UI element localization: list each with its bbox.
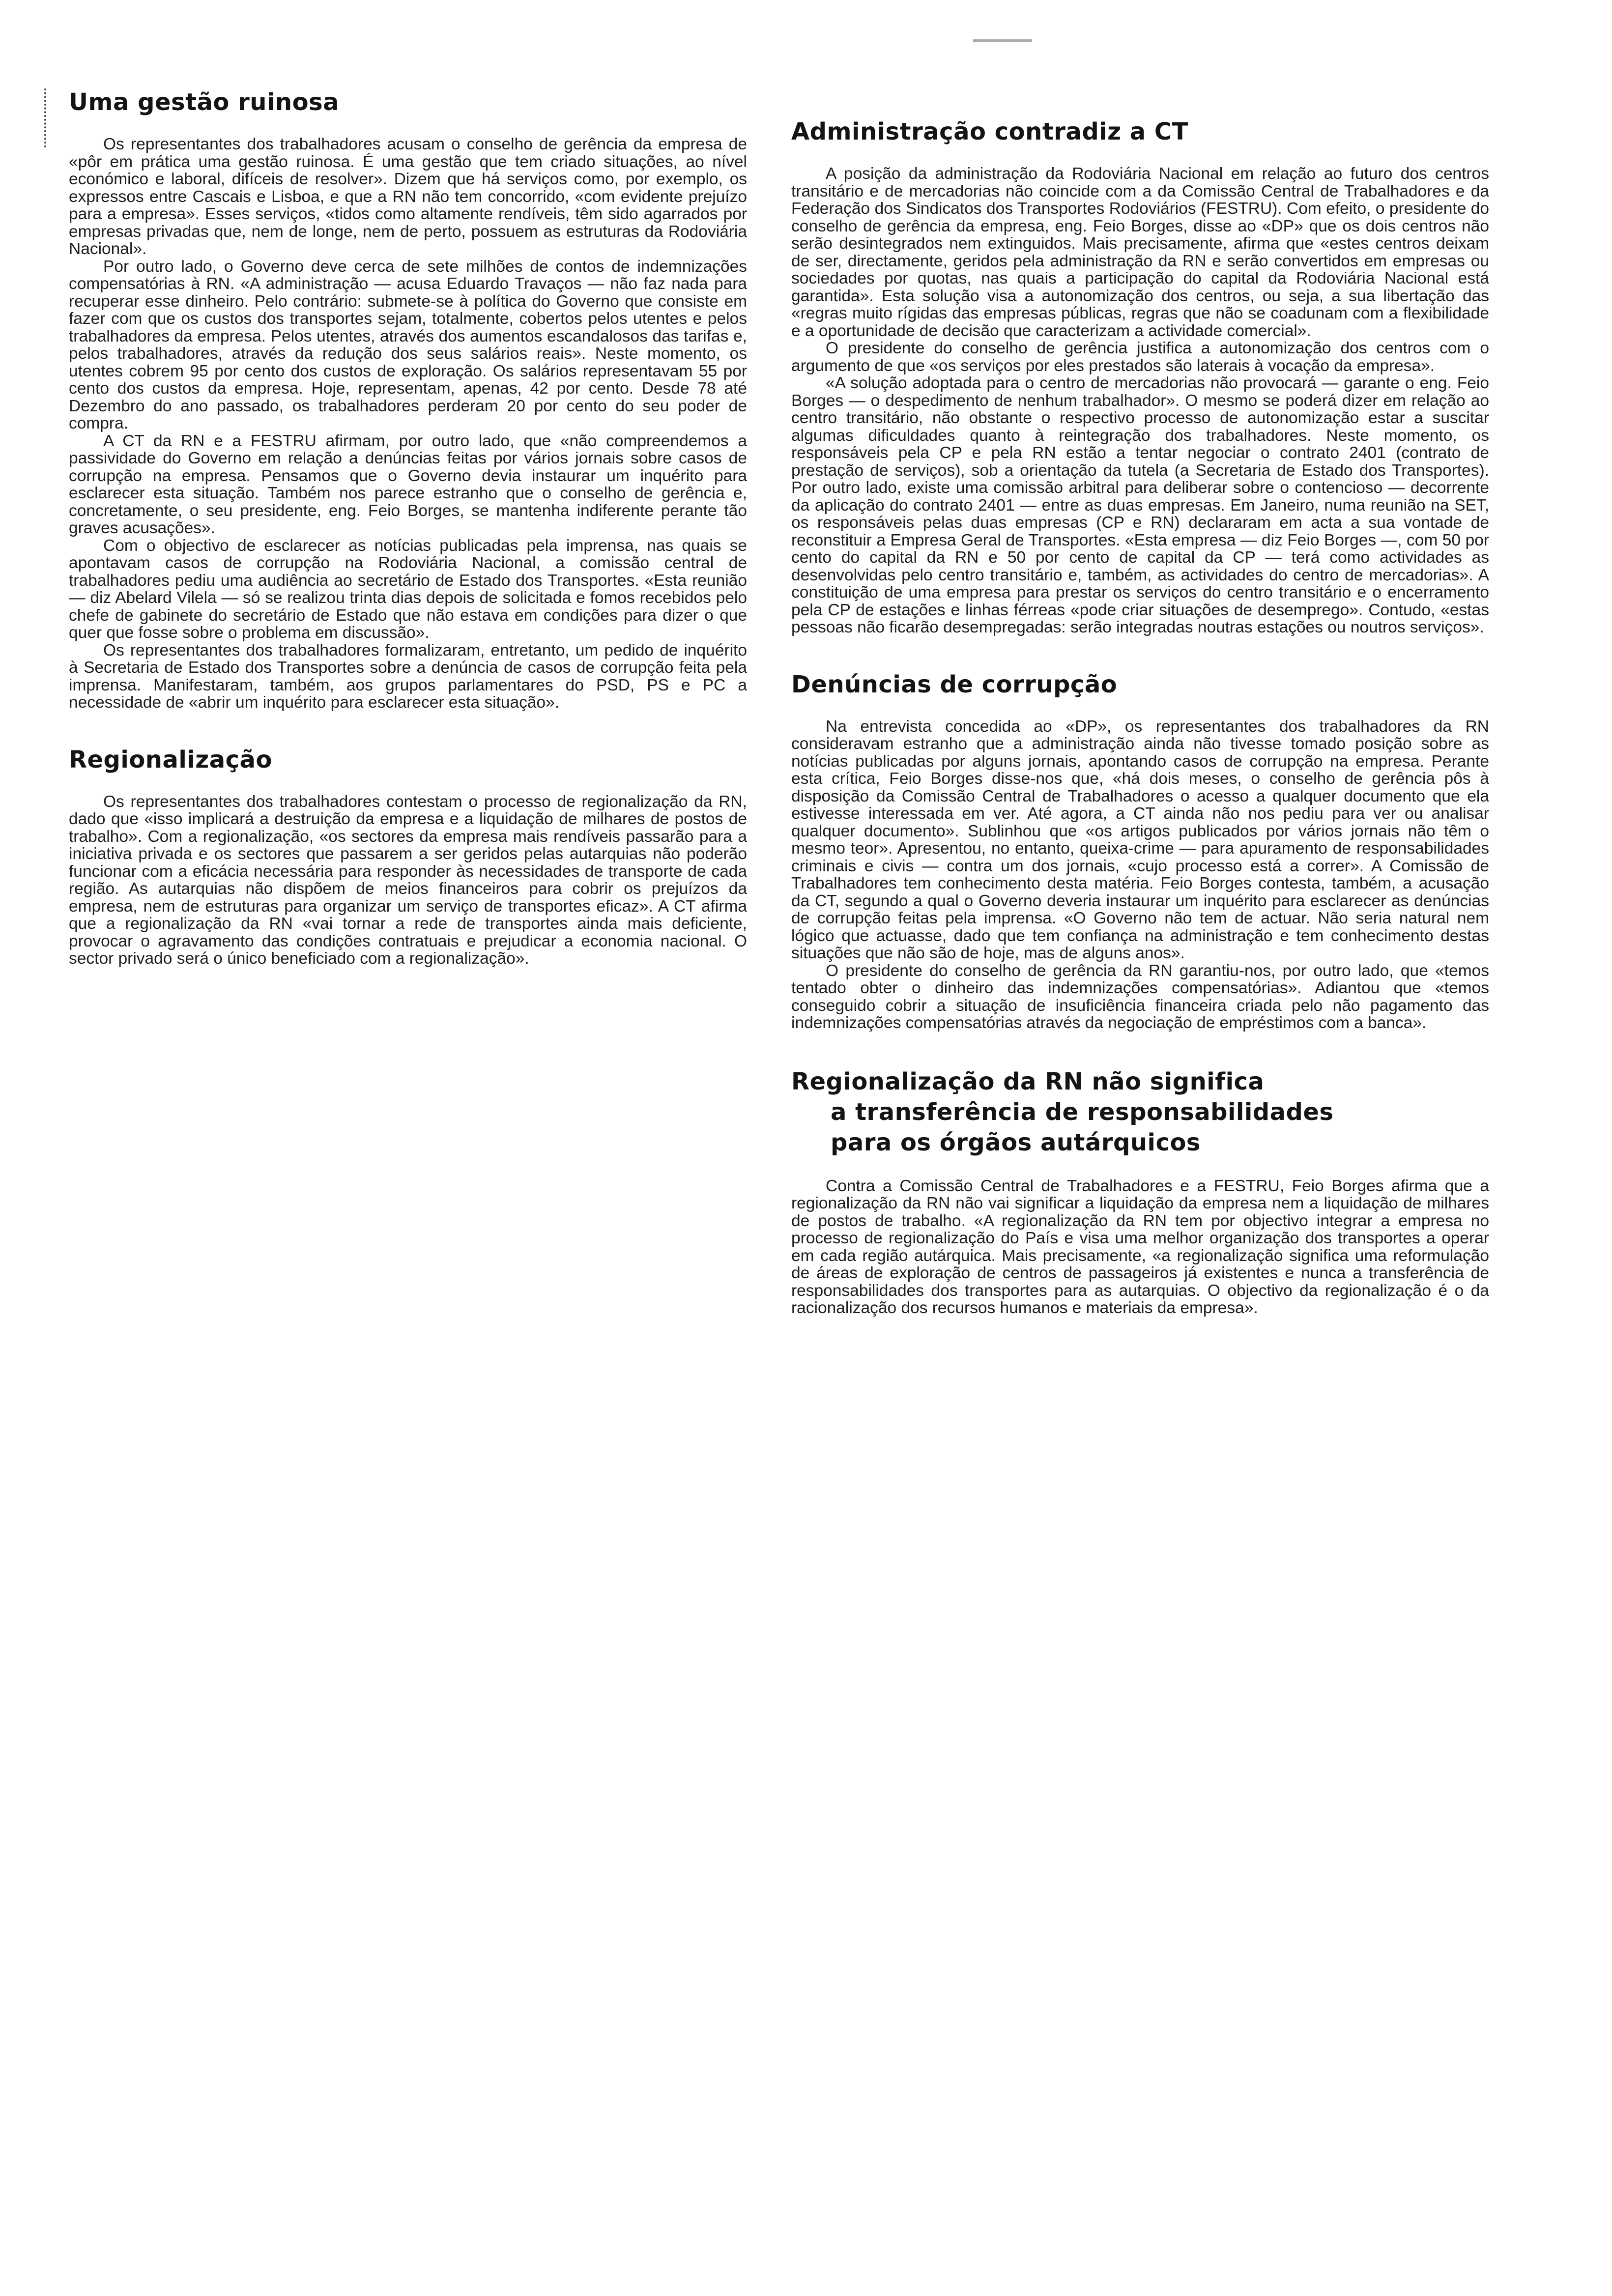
article-regionalizacao-rn <box>791 1066 1489 1317</box>
article-paragraph: O presidente do conselho de gerência da RN garantiu-nos, por outro lado, que «temos tentado obter o dinheiro das indemnizações compensatórias». Adiantou que «temos conseguido cobrir a situação de insuficiência financeira criada pelo não pagamento das indemnizações compensatórias através da negociação de empréstimos com a banca». <box>791 961 1489 1032</box>
article-paragraph: Com o objectivo de esclarecer as notícias publicadas pela imprensa, nas quais se apontavam casos de corrupção na Rodoviária Nacional, a comissão central de trabalhadores pediu uma audiência ao secretário de Estado dos Transportes. «Esta reunião — diz Abelard Vilela — só se realizou trinta dias depois de solicitada e fomos recebidos pelo chefe de gabinete do secretário de Estado que não estava em condições para dizer o que quer que fosse sobre o problema em discussão». <box>69 536 747 642</box>
article-title <box>791 1066 1489 1158</box>
article-paragraph: A posição da administração da Rodoviária Nacional em relação ao futuro dos centros transitário e de mercadorias não coincide com a da Comissão Central de Trabalhadores e da Federação dos Sindicatos dos Transportes Rodoviários (FESTRU). Com efeito, o presidente do conselho de gerência da empresa, eng. Feio Borges, disse ao «DP» que os dois centros não serão desintegrados nem extinguidos. Mais precisamente, afirma que «estes centros deixam de ser, directamente, geridos pela administração da RN e serão convertidos em empresas ou sociedades por quotas, nas quais a participação do capital da Rodoviária Nacional está garantida». Esta solução visa a autonomização dos centros, ou seja, a sua libertação das «regras muito rígidas das empresas públicas, regras que não se coadunam com a flexibilidade e a oportunidade de decisão que caracterizam a actividade comercial». <box>791 165 1489 340</box>
article-title: Uma gestão ruinosa <box>69 88 340 116</box>
article-paragraph: Por outro lado, o Governo deve cerca de sete milhões de contos de indemnizações compensatórias à RN. «A administração — acusa Eduardo Travaços — não faz nada para recuperar esse dinheiro. Pelo contrário: submete-se à política do Governo que consiste em fazer com que os custos dos transportes sejam, totalmente, cobertos pelos utentes e pelos trabalhadores da empresa. Pelos utentes, através dos aumentos escandalosos das tarifas e, pelos trabalhadores, através da redução dos seus salários reais». Neste momento, os utentes cobrem 95 por cento dos custos de exploração. Os salários representavam 55 por cento dos custos da empresa. Hoje, representam, apenas, 42 por cento. Desde 78 até Dezembro do ano passado, os trabalhadores perderam 20 por cento do seu poder de compra. <box>69 257 747 432</box>
article-paragraph: «A solução adoptada para o centro de mercadorias não provocará — garante o eng. Feio Borges — o despedimento de nenhum trabalhador». O mesmo se poderá dizer em relação ao centro transitário, não obstante o respectivo processo de autonomização estar a suscitar algumas dificuldades quanto à reintegração dos trabalhadores. Neste momento, os responsáveis pela CP e pela RN estão a tentar negociar o contrato 2401 (contrato de prestação de serviços), sob a orientação da tutela (a Secretaria de Estado dos Transportes). Por outro lado, existe uma comissão arbitral para deliberar sobre o contencioso — decorrente da aplicação do contrato 2401 — entre as duas empresas. Em Janeiro, numa reunião na SET, os responsáveis pelas duas empresas (CP e RN) declararam em acta a sua vontade de reconstituir a Empresa Geral de Transportes. «Esta empresa — diz Feio Borges —, com 50 por cento do capital da RN e 50 por cento de capital da CP — terá como actividades as desenvolvidas pelo centro transitário e, também, as actividades do centro de mercadorias». A constituição de uma empresa para prestar os serviços do centro transitário e o encerramento pela CP de estações e linhas férreas «pode criar situações de desemprego». Contudo, «estas pessoas não ficarão desempregadas: serão integradas noutras estações ou noutros serviços». <box>791 374 1489 636</box>
article-paragraph: Os representantes dos trabalhadores contestam o processo de regionalização da RN, dado que «isso implicará a destruição da empresa e a liquidação de milhares de postos de trabalho». Com a regionalização, «os sectores da empresa mais rendíveis passarão para a iniciativa privada e os sectores que passarem a ser geridos pelas autarquias não poderão funcionar com a eficácia necessária para responder às necessidades de transporte de cada região. As autarquias não dispõem de meios financeiros para cobrir os prejuízos da empresa, nem de estruturas para organizar um serviço de transportes eficaz». A CT afirma que a regionalização da RN «vai tornar a rede de transportes ainda mais deficiente, provocar o agravamento das condições contratuais e prejudicar a economia nacional. O sector privado será o único beneficiado com a regionalização». <box>69 792 747 968</box>
title-line: para os órgãos autárquicos <box>831 1128 1201 1156</box>
article-paragraph: Os representantes dos trabalhadores formalizaram, entretanto, um pedido de inquérito à Secretaria de Estado dos Transportes sobre a denúncia de casos de corrupção feita pela imprensa. Manifestaram, também, aos grupos parlamentares do PSD, PS e PC a necessidade de «abrir um inquérito para esclarecer esta situação». <box>69 641 747 712</box>
article-paragraph: O presidente do conselho de gerência justifica a autonomização dos centros com o argumento de que «os serviços por eles prestados são laterais à vocação da empresa». <box>791 339 1489 375</box>
title-line: Regionalização da RN não significa <box>791 1067 1265 1095</box>
left-column <box>69 88 747 1002</box>
right-column <box>791 118 1489 1351</box>
scan-margin-mark <box>44 88 53 147</box>
scan-artifact <box>973 39 1032 42</box>
article-title: Administração contradiz a CT <box>791 118 1188 145</box>
article-title: Regionalização <box>69 746 272 774</box>
article-regionalizacao <box>69 746 747 968</box>
article-gestao-ruinosa <box>69 88 747 712</box>
article-denuncias <box>791 671 1489 1032</box>
article-paragraph: Contra a Comissão Central de Trabalhadores e a FESTRU, Feio Borges afirma que a regionalização da RN não vai significar a liquidação da empresa nem a liquidação de milhares de postos de trabalho. «A regionalização da RN tem por objectivo integrar a empresa no processo de regionalização do País e visa uma melhor organização dos transportes a operar em cada região autárquica. Mais precisamente, «a regionalização significa uma reformulação de áreas de exploração de centros de passageiros já existentes e nunca a transferência de responsabilidades dos transportes para as autarquias. O objectivo da regionalização é o da racionalização dos recursos humanos e materiais da empresa». <box>791 1177 1489 1317</box>
title-line: a transferência de responsabilidades <box>831 1098 1334 1126</box>
article-title: Denúncias de corrupção <box>791 670 1118 698</box>
article-paragraph: Os representantes dos trabalhadores acusam o conselho de gerência da empresa de «pôr em prática uma gestão ruinosa. É uma gestão que tem criado situações, ao nível económico e laboral, difíceis de resolver». Dizem que há serviços como, por exemplo, os expressos entre Cascais e Lisboa, e que a RN não tem concorrido, «com evidente prejuízo para a empresa». Esses serviços, «tidos como altamente rendíveis, têm sido agarrados por empresas privadas que, nem de longe, nem de perto, possuem as estruturas da Rodoviária Nacional». <box>69 135 747 258</box>
article-paragraph: Na entrevista concedida ao «DP», os representantes dos trabalhadores da RN consideravam estranho que a administração ainda não tivesse tomado posição sobre as notícias publicadas por alguns jornais, apontando casos de corrupção na empresa. Perante esta crítica, Feio Borges disse-nos que, «há dois meses, o conselho de gerência pôs à disposição da Comissão Central de Trabalhadores o acesso a qualquer documento que ela estivesse interessada em ver. Até agora, a CT ainda não nos pediu para ver ou analisar qualquer documento». Sublinhou que «os artigos publicados por vários jornais não têm o mesmo teor». Apresentou, no entanto, queixa-crime — para apuramento de responsabilidades criminais e civis — contra um dos jornais, «cujo processo está a correr». A Comissão de Trabalhadores tem conhecimento desta matéria. Feio Borges contesta, também, a acusação da CT, segundo a qual o Governo deveria instaurar um inquérito para esclarecer as denúncias de corrupção feitas pela imprensa. «O Governo não tem de actuar. Não seria natural nem lógico que actuasse, dado que tem confiança na administração e tem conhecimento destas situações que não são de hoje, mas de alguns anos». <box>791 717 1489 962</box>
article-administracao <box>791 118 1489 636</box>
article-paragraph: A CT da RN e a FESTRU afirmam, por outro lado, que «não compreendemos a passividade do Governo em relação a denúncias feitas por vários jornais sobre casos de corrupção na empresa. Pensamos que o Governo devia instaurar um inquérito para esclarecer esta situação. Também nos parece estranho que o conselho de gerência e, concretamente, o seu presidente, eng. Feio Borges, se mantenha indiferente perante tão graves acusações». <box>69 431 747 537</box>
